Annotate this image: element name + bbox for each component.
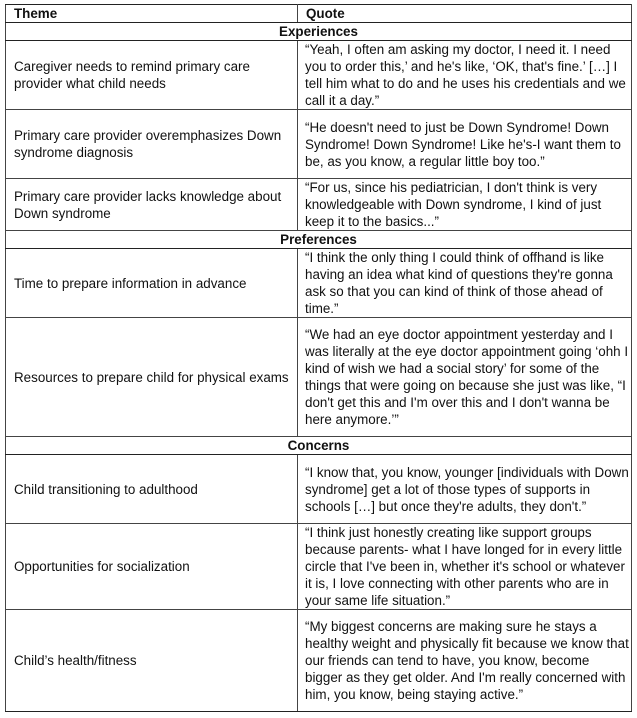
section-row-experiences <box>6 23 632 41</box>
quote-cell: “Yeah, I often am asking my doctor, I need it. I need you to order this,’ and he's like, ‘OK, that's fine.’ […] I tell him what to do and he uses his credentials and we call it a day.” <box>298 41 632 110</box>
theme-cell: Caregiver needs to remind primary care provider what child needs <box>6 41 298 110</box>
table-row <box>6 318 632 437</box>
table-row <box>6 524 632 610</box>
quote-column-header: Quote <box>298 5 632 23</box>
theme-cell: Primary care provider overemphasizes Down syndrome diagnosis <box>6 110 298 179</box>
quote-cell: “I think just honestly creating like support groups because parents- what I have longed for in every little circle that I've been in, whether it's school or whatever it is, I love connecting with other parents who are in your same life situation.” <box>298 524 632 610</box>
themes-quotes-table <box>5 4 632 712</box>
table-header-row <box>6 5 632 23</box>
quote-cell: “He doesn't need to just be Down Syndrome! Down Syndrome! Down Syndrome! Like he's-I want them to be, as you know, a regular little boy too.” <box>298 110 632 179</box>
theme-column-header: Theme <box>6 5 298 23</box>
quote-cell: “For us, since his pediatrician, I don't think is very knowledgeable with Down syndrome, I kind of just keep it to the basics...” <box>298 179 632 231</box>
quote-cell: “I know that, you know, younger [individuals with Down syndrome] get a lot of those types of supports in schools […] but once they're adults, they don't.” <box>298 455 632 524</box>
quote-cell: “I think the only thing I could think of offhand is like having an idea what kind of questions they're gonna ask so that you can kind of think of those ahead of time.” <box>298 249 632 318</box>
theme-cell: Opportunities for socialization <box>6 524 298 610</box>
table-row <box>6 41 632 110</box>
section-title: Experiences <box>6 23 632 41</box>
table-row <box>6 455 632 524</box>
section-title: Preferences <box>6 231 632 249</box>
theme-cell: Child transitioning to adulthood <box>6 455 298 524</box>
theme-cell: Primary care provider lacks knowledge about Down syndrome <box>6 179 298 231</box>
section-row-concerns <box>6 437 632 455</box>
quote-cell: “My biggest concerns are making sure he stays a healthy weight and physically fit because we know that our friends can tend to have, you know, become bigger as they get older. And I'm really concerned with him, you know, being staying active.” <box>298 610 632 712</box>
table-row <box>6 249 632 318</box>
table-row <box>6 610 632 712</box>
theme-cell: Resources to prepare child for physical exams <box>6 318 298 437</box>
table-row <box>6 110 632 179</box>
table-row <box>6 179 632 231</box>
section-row-preferences <box>6 231 632 249</box>
quote-cell: “We had an eye doctor appointment yesterday and I was literally at the eye doctor appointment going ‘ohh I kind of wish we had a social story’ for some of the things that were going on because she just was like, “I don't get this and I'm over this and I don't wanna be here anymore.’” <box>298 318 632 437</box>
section-title: Concerns <box>6 437 632 455</box>
theme-cell: Time to prepare information in advance <box>6 249 298 318</box>
theme-cell: Child’s health/fitness <box>6 610 298 712</box>
